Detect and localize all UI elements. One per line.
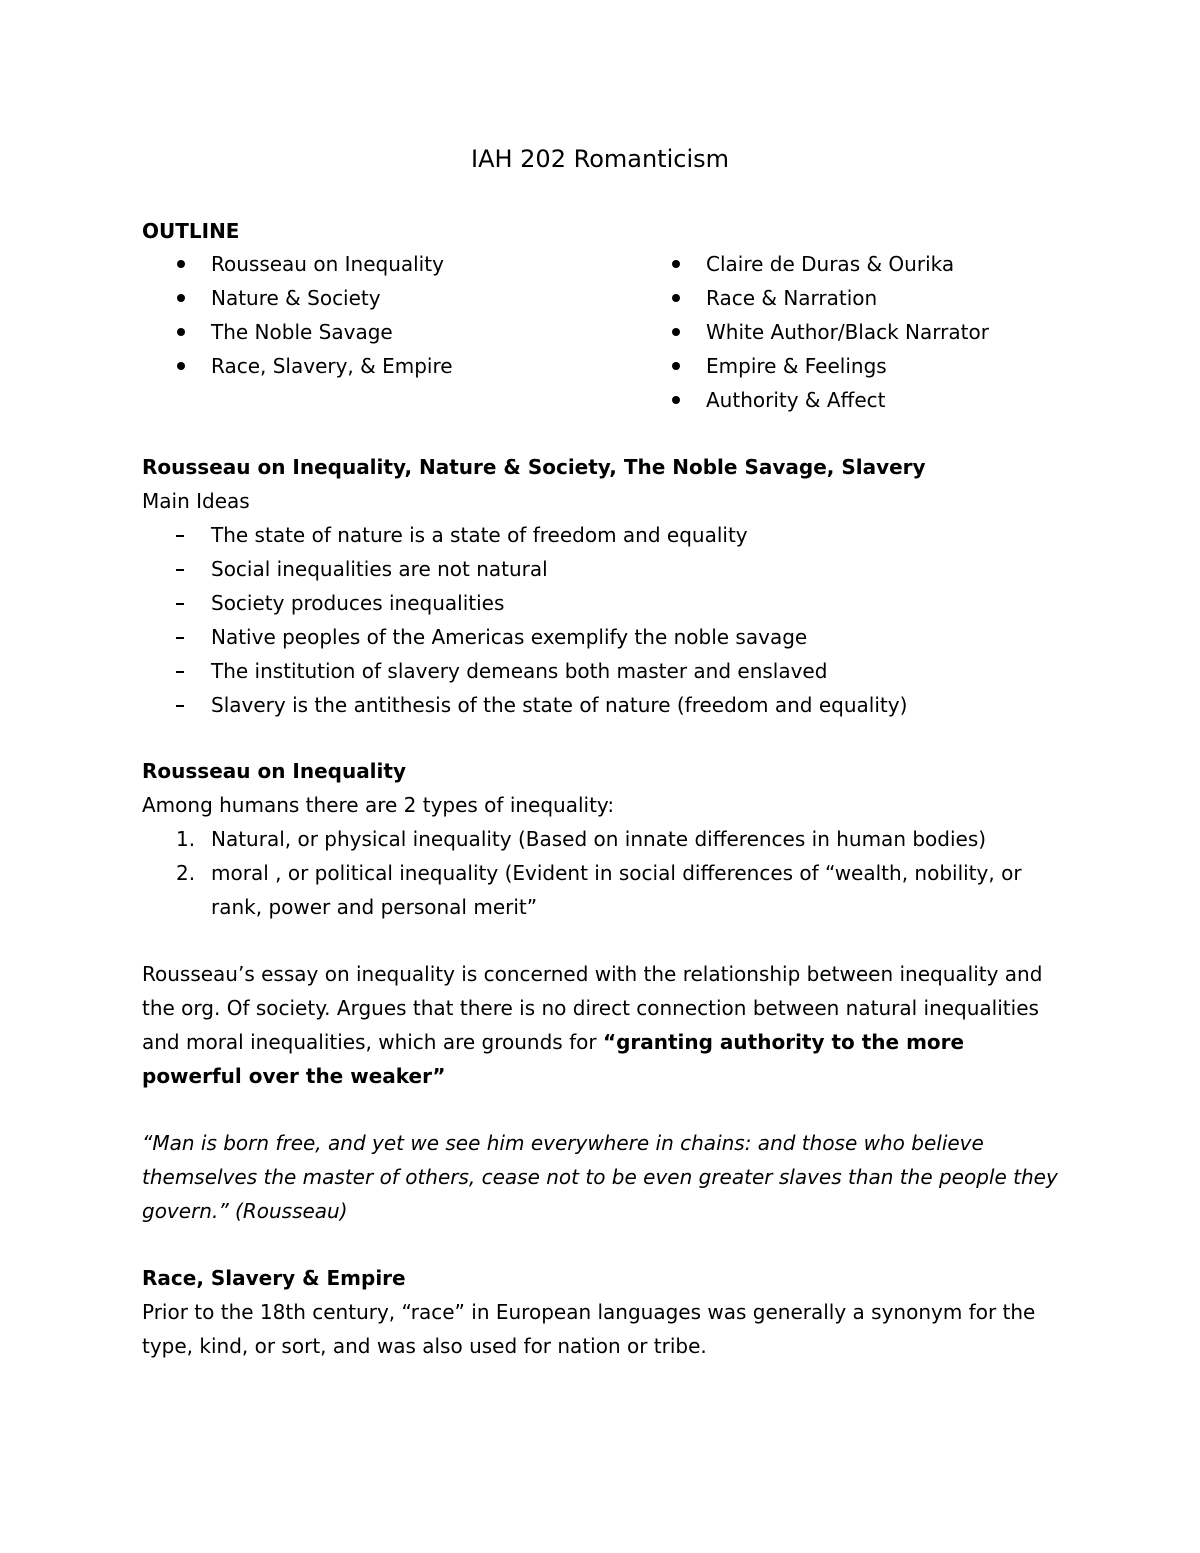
bullet-icon <box>177 362 185 370</box>
dash-icon <box>176 671 184 673</box>
list-number: 2. <box>176 861 196 885</box>
outline-item: Rousseau on Inequality <box>211 252 444 276</box>
dash-icon <box>176 603 184 605</box>
list-item: Slavery is the antithesis of the state of nature (freedom and equality) <box>211 693 908 717</box>
list-number: 1. <box>176 827 196 851</box>
list-item: Society produces inequalities <box>211 591 505 615</box>
list-item: Native peoples of the Americas exemplify the noble savage <box>211 625 808 649</box>
dash-icon <box>176 705 184 707</box>
dash-icon <box>176 569 184 571</box>
document-title: IAH 202 Romanticism <box>470 145 729 173</box>
body-paragraph <box>142 957 1062 1093</box>
bullet-icon <box>672 328 680 336</box>
list-item: Natural, or physical inequality (Based on innate differences in human bodies) <box>211 827 987 851</box>
outline-item: Authority & Affect <box>706 388 886 412</box>
bullet-icon <box>177 294 185 302</box>
bullet-icon <box>672 362 680 370</box>
outline-item: Nature & Society <box>211 286 381 310</box>
list-item: moral , or political inequality (Evident in social differences of “wealth, nobility, or <box>211 861 1022 885</box>
list-item-continuation: rank, power and personal merit” <box>211 895 538 919</box>
section-heading: Race, Slavery & Empire <box>142 1266 406 1290</box>
section-subheading: Main Ideas <box>142 489 250 513</box>
section-heading: Rousseau on Inequality, Nature & Society, The Noble Savage, Slavery <box>142 455 926 479</box>
outline-item: Empire & Feelings <box>706 354 887 378</box>
section-intro: Among humans there are 2 types of inequality: <box>142 793 615 817</box>
bullet-icon <box>672 260 680 268</box>
list-item: The institution of slavery demeans both master and enslaved <box>211 659 828 683</box>
paragraph-emphasis: “granting authority to the more powerful over the weaker” <box>142 1030 965 1088</box>
section-heading: Rousseau on Inequality <box>142 759 406 783</box>
outline-item: The Noble Savage <box>211 320 393 344</box>
paragraph-text: Rousseau’s essay on inequality is concerned with the relationship between inequality and the org. Of society. Argues that there is no direct connection between natural inequalities and moral inequalities, which are grounds for <box>142 962 1043 1054</box>
body-paragraph: Prior to the 18th century, “race” in European languages was generally a synonym for the type, kind, or sort, and was also used for nation or tribe. <box>142 1300 1036 1358</box>
bullet-icon <box>177 328 185 336</box>
dash-icon <box>176 535 184 537</box>
bullet-icon <box>177 260 185 268</box>
dash-icon <box>176 637 184 639</box>
outline-item: Race & Narration <box>706 286 878 310</box>
bullet-icon <box>672 396 680 404</box>
outline-item: Claire de Duras & Ourika <box>706 252 955 276</box>
quote-paragraph: “Man is born free, and yet we see him everywhere in chains: and those who believe themselves the master of others, cease not to be even greater slaves than the people they govern.” (Rousseau) <box>142 1131 1058 1223</box>
outline-item: Race, Slavery, & Empire <box>211 354 453 378</box>
list-item: The state of nature is a state of freedom and equality <box>211 523 748 547</box>
outline-item: White Author/Black Narrator <box>706 320 989 344</box>
list-item: Social inequalities are not natural <box>211 557 548 581</box>
bullet-icon <box>672 294 680 302</box>
outline-heading: OUTLINE <box>142 219 240 243</box>
